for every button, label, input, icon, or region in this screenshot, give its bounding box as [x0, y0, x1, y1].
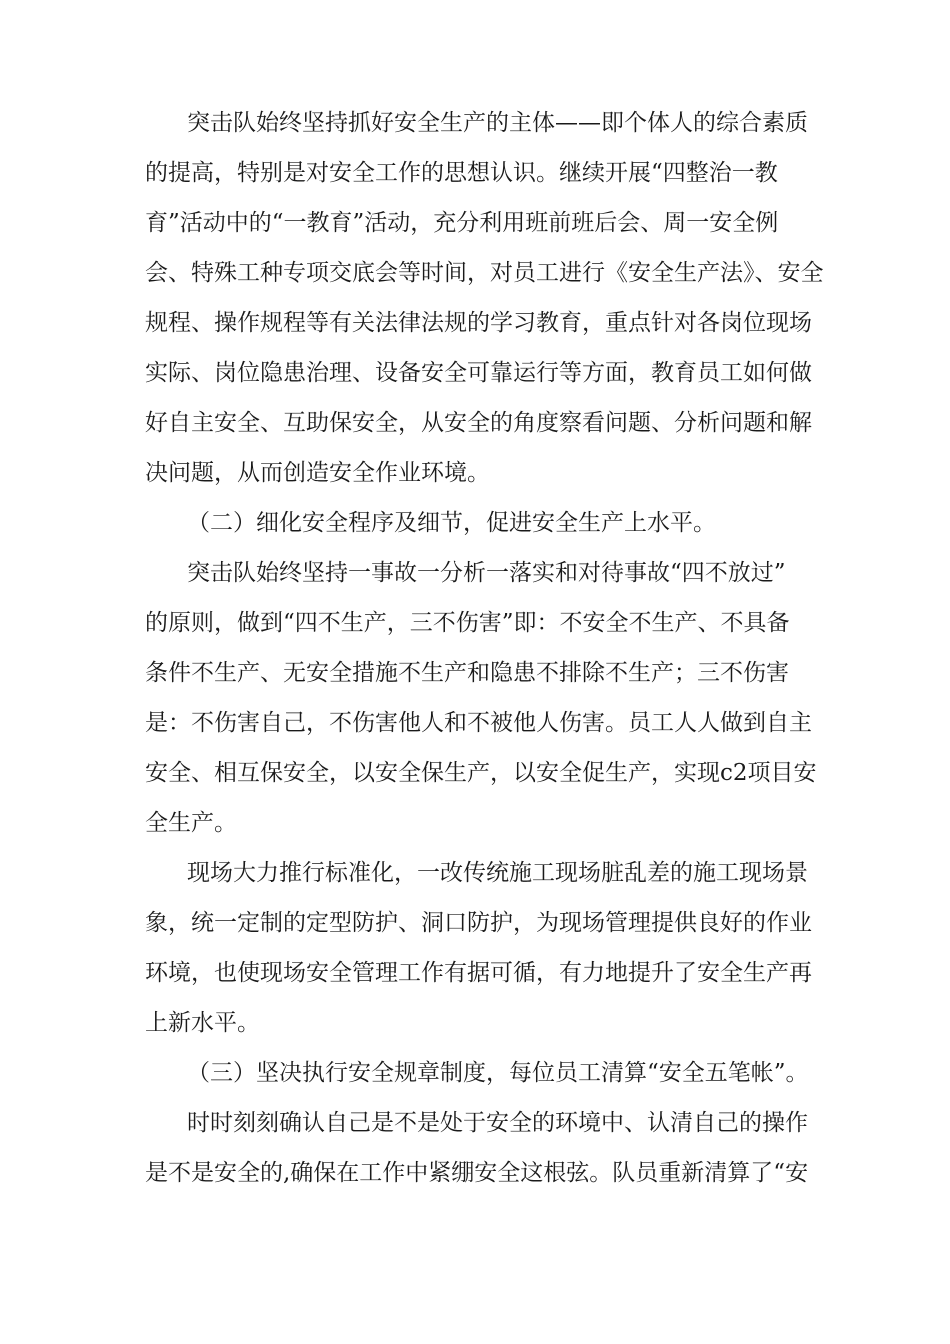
paragraph-line: 现场大力推行标准化，一改传统施工现场脏乱差的施工现场景	[187, 860, 808, 886]
section-heading: （三）坚决执行安全规章制度，每位员工清算“安全五笔帐”。	[187, 1060, 809, 1086]
paragraph-line: 象，统一定制的定型防护、洞口防护，为现场管理提供良好的作业	[145, 910, 812, 936]
paragraph-line: 是：不伤害自己，不伤害他人和不被他人伤害。员工人人做到自主	[145, 710, 812, 736]
paragraph-line: 规程、操作规程等有关法律法规的学习教育，重点针对各岗位现场	[145, 310, 812, 336]
body-text	[145, 98, 824, 1198]
paragraph-line: 突击队始终坚持一事故一分析一落实和对待事故“四不放过”	[187, 560, 786, 586]
paragraph-line: 安全、相互保安全，以安全保生产，以安全促生产，实现c2项目安	[145, 760, 817, 786]
paragraph-line: 突击队始终坚持抓好安全生产的主体——即个体人的综合素质	[187, 110, 808, 136]
paragraph-line: 育”活动中的“一教育”活动，充分利用班前班后会、周一安全例	[145, 210, 779, 236]
paragraph-line: 环境，也使现场安全管理工作有据可循，有力地提升了安全生产再	[145, 960, 812, 986]
paragraph-line: 上新水平。	[145, 1010, 260, 1036]
paragraph-line: 实际、岗位隐患治理、设备安全可靠运行等方面，教育员工如何做	[145, 360, 812, 386]
section-heading: （二）细化安全程序及细节，促进安全生产上水平。	[187, 510, 716, 536]
paragraph-line: 条件不生产、无安全措施不生产和隐患不排除不生产；三不伤害	[145, 660, 789, 686]
paragraph-line: 决问题，从而创造安全作业环境。	[145, 460, 490, 486]
paragraph-line: 会、特殊工种专项交底会等时间，对员工进行《安全生产法》、安全	[145, 260, 824, 286]
paragraph-line: 时时刻刻确认自己是不是处于安全的环境中、认清自己的操作	[187, 1110, 808, 1136]
paragraph-line: 是不是安全的,确保在工作中紧绷安全这根弦。队员重新清算了“安	[145, 1160, 809, 1186]
paragraph-line: 好自主安全、互助保安全，从安全的角度察看问题、分析问题和解	[145, 410, 812, 436]
paragraph-line: 全生产。	[145, 810, 237, 836]
paragraph-line: 的原则，做到“四不生产，三不伤害”即：不安全不生产、不具备	[145, 610, 790, 636]
paragraph-line: 的提高，特别是对安全工作的思想认识。继续开展“四整治一教	[145, 160, 778, 186]
